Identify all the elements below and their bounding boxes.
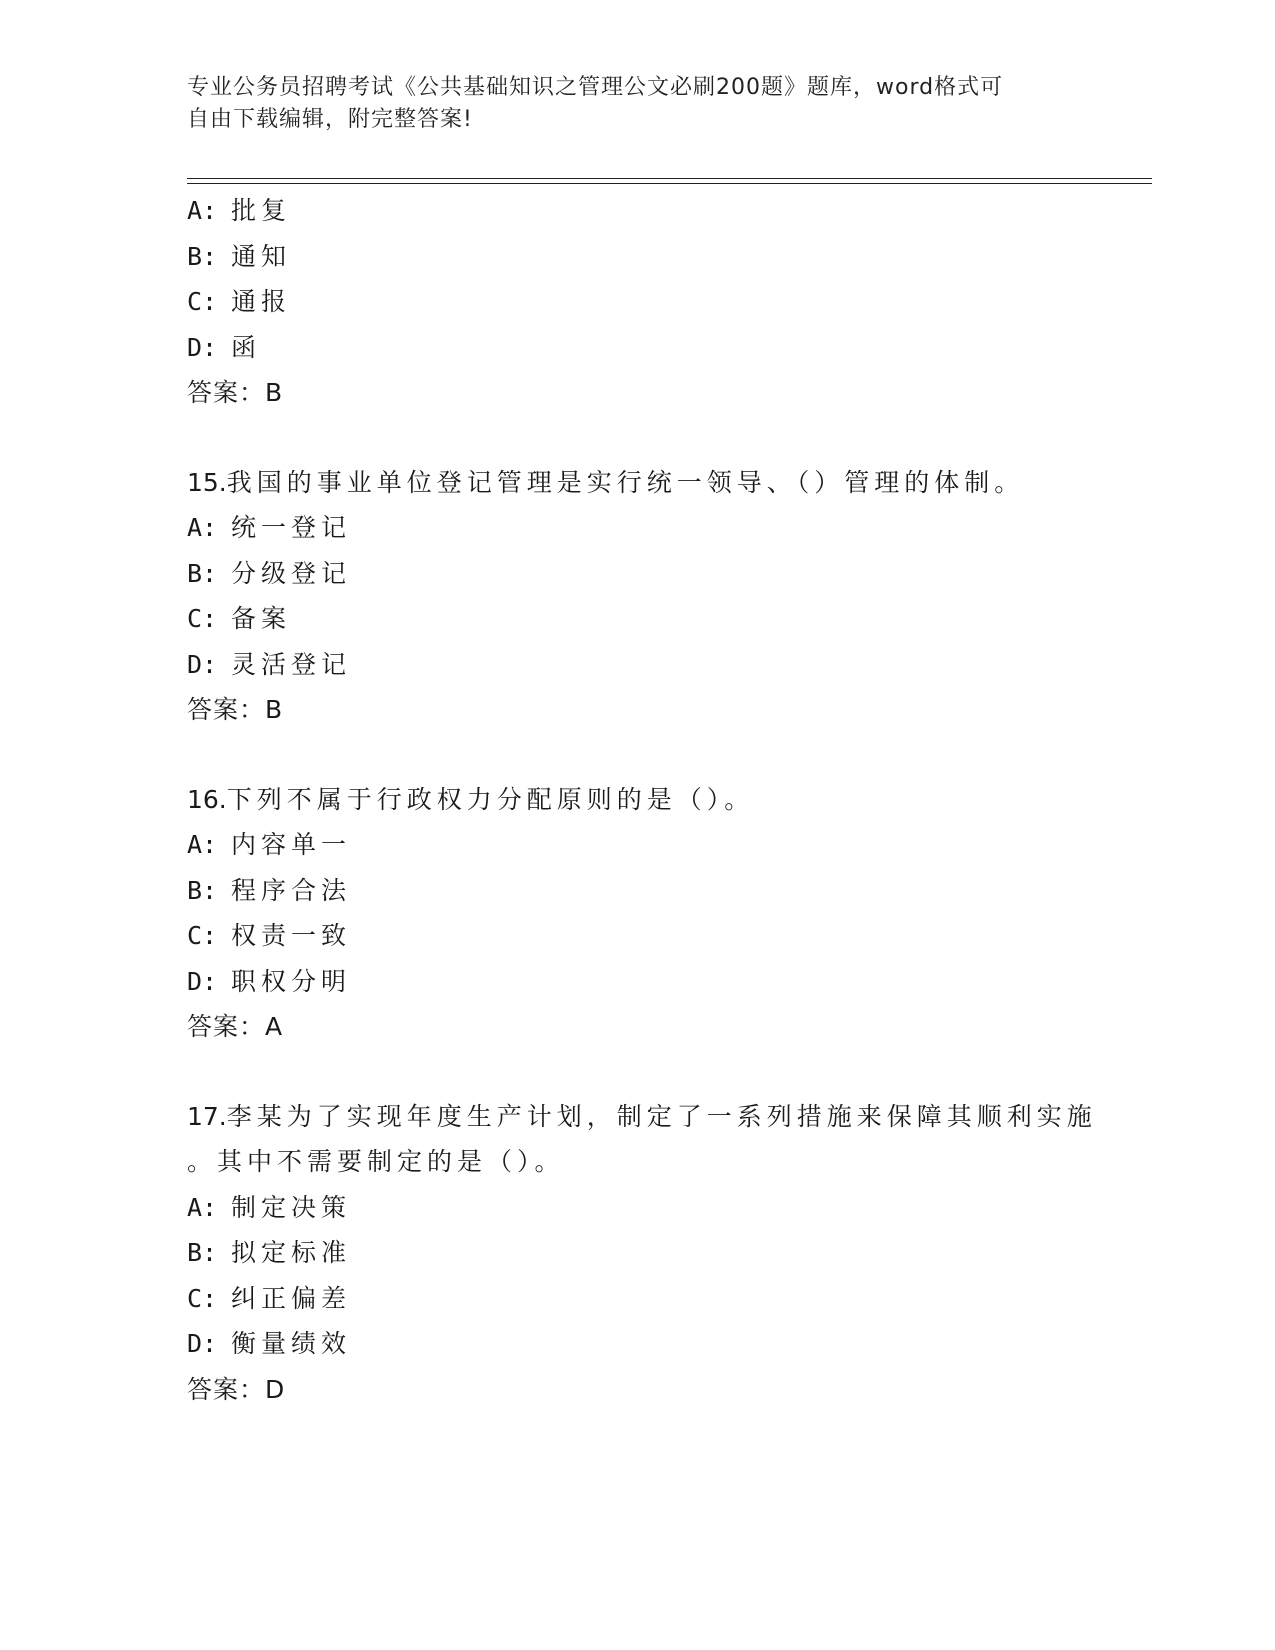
- option-d: [187, 1321, 1137, 1367]
- answer-value: B: [265, 695, 284, 724]
- answer-line: [187, 687, 1137, 733]
- option-c: [187, 913, 1137, 959]
- question-17: [187, 1094, 1137, 1413]
- option-letter: C:: [187, 921, 218, 950]
- option-letter: B:: [187, 241, 218, 271]
- option-letter: A:: [187, 196, 218, 225]
- option-c: [187, 1276, 1137, 1322]
- question-spacer: [187, 416, 1137, 460]
- answer-value: A: [265, 1012, 284, 1041]
- question-text: 下列不属于行政权力分配原则的是（）。: [226, 784, 755, 814]
- question-spacer: [187, 1050, 1137, 1094]
- question-15: [187, 460, 1137, 733]
- option-c: [187, 279, 1137, 325]
- answer-line: [187, 1004, 1137, 1050]
- option-text: 拟定标准: [231, 1238, 352, 1267]
- option-letter: B:: [187, 1238, 218, 1267]
- answer-label: 答案：: [187, 1012, 266, 1041]
- answer-label: 答案：: [187, 1374, 266, 1404]
- option-a: [187, 1185, 1137, 1231]
- question-text: 李某为了实现年度生产计划，制定了一系列措施来保障其顺利实施: [226, 1101, 1097, 1131]
- question-stem-continued: 。其中不需要制定的是（）。: [187, 1147, 565, 1176]
- option-text: 通知: [231, 241, 292, 271]
- header-line-1: 专业公务员招聘考试《公共基础知识之管理公文必刷200题》题库，word格式可: [187, 75, 1004, 100]
- option-text: 批复: [231, 196, 292, 225]
- option-letter: C:: [187, 1283, 218, 1313]
- option-letter: B:: [187, 558, 218, 588]
- option-c: [187, 596, 1137, 642]
- option-letter: A:: [187, 513, 218, 542]
- document-header: [187, 72, 1087, 136]
- question-14: [187, 188, 1137, 416]
- option-d: [187, 325, 1137, 371]
- answer-value: D: [265, 1374, 286, 1404]
- option-letter: D:: [187, 1329, 218, 1358]
- option-a: [187, 505, 1137, 551]
- option-letter: A:: [187, 1192, 218, 1222]
- answer-line: [187, 370, 1137, 416]
- header-line-2: 自由下载编辑，附完整答案!: [187, 107, 473, 132]
- option-b: [187, 234, 1137, 280]
- option-d: [187, 642, 1137, 688]
- answer-line: [187, 1367, 1137, 1413]
- question-list: [187, 188, 1137, 1412]
- option-d: [187, 959, 1137, 1005]
- option-text: 函: [231, 332, 262, 362]
- option-letter: C:: [187, 604, 218, 633]
- option-text: 灵活登记: [231, 649, 352, 679]
- answer-label: 答案：: [187, 378, 266, 407]
- option-text: 程序合法: [231, 875, 352, 905]
- option-text: 通报: [231, 287, 292, 316]
- option-letter: D:: [187, 966, 218, 996]
- option-letter: C:: [187, 287, 218, 316]
- question-stem: [187, 460, 1137, 506]
- option-text: 制定决策: [231, 1192, 352, 1222]
- question-spacer: [187, 733, 1137, 777]
- header-divider: [187, 178, 1152, 184]
- question-text: 我国的事业单位登记管理是实行统一领导、（）管理的体制。: [226, 467, 1025, 497]
- answer-value: B: [265, 378, 284, 407]
- answer-label: 答案：: [187, 695, 266, 724]
- option-text: 备案: [231, 604, 292, 633]
- option-a: [187, 188, 1137, 234]
- option-b: [187, 868, 1137, 914]
- option-text: 职权分明: [231, 966, 352, 996]
- option-text: 分级登记: [231, 558, 352, 588]
- question-number: 17.: [187, 1101, 227, 1131]
- option-b: [187, 551, 1137, 597]
- option-letter: B:: [187, 875, 218, 905]
- question-stem: [187, 777, 1137, 823]
- option-text: 统一登记: [231, 513, 352, 542]
- option-letter: A:: [187, 830, 218, 859]
- option-text: 纠正偏差: [231, 1283, 352, 1313]
- option-b: [187, 1230, 1137, 1276]
- option-text: 衡量绩效: [231, 1329, 352, 1358]
- question-stem: [187, 1094, 1137, 1140]
- question-number: 15.: [187, 467, 227, 497]
- option-text: 内容单一: [231, 830, 352, 859]
- option-text: 权责一致: [231, 921, 352, 950]
- option-a: [187, 822, 1137, 868]
- option-letter: D:: [187, 649, 218, 679]
- question-number: 16.: [187, 784, 227, 814]
- option-letter: D:: [187, 332, 218, 362]
- question-16: [187, 777, 1137, 1050]
